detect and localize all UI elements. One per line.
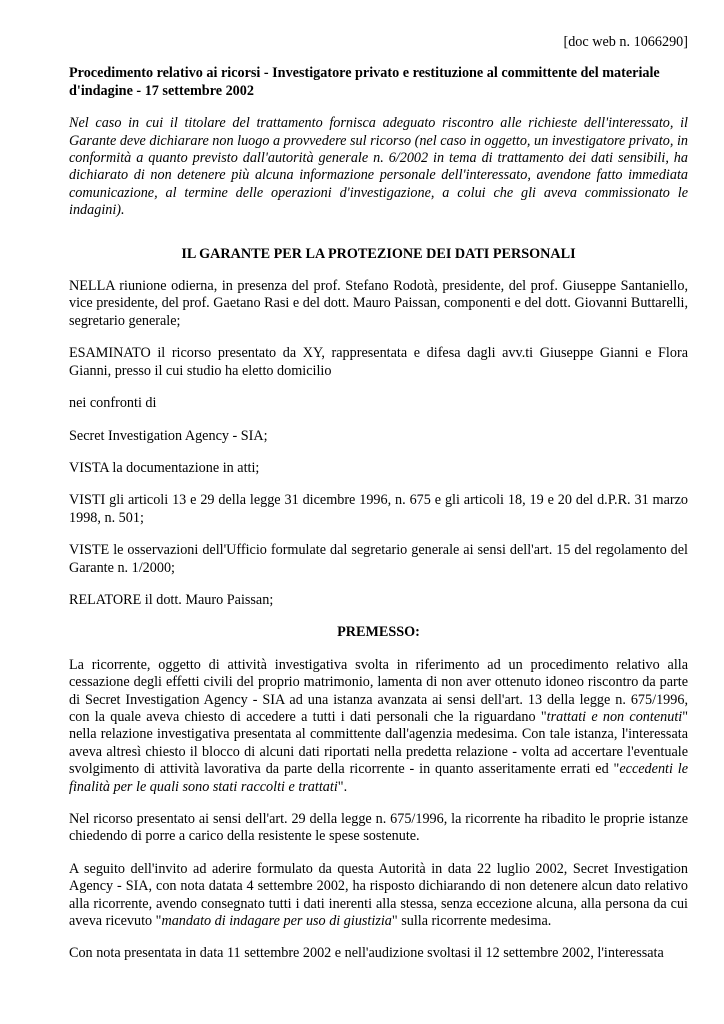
paragraph-seguito [69,861,688,931]
paragraph-relatore: RELATORE il dott. Mauro Paissan; [69,591,274,608]
ricorrente-quote-1: trattati e non contenuti [546,708,683,725]
seguito-text-2: " sulla ricorrente medesima. [391,913,552,930]
ricorrente-text-2: " nella relazione investigativa presentata al committente dall'agenzia medesima. Con tale istanza, l'interessata aveva altresì chiesto il blocco di alcuni dati riportati nella predetta relazione - volta ad accertare l'eventuale svolgimento di attività lavorativa da parte della ricorrente - in quanto asseritamente errati ed " [69,708,688,778]
heading-premesso: PREMESSO: [337,624,420,641]
paragraph-ricorrente [69,657,688,796]
paragraph-visti: VISTI gli articoli 13 e 29 della legge 31 dicembre 1996, n. 675 e gli articoli 18, 19 e 20 del d.P.R. 31 marzo 1998, n. 501; [69,492,688,526]
ricorrente-text-1: La ricorrente, oggetto di attività investigativa svolta in riferimento ad un procedimento relativo alla cessazione degli effetti civili del proprio matrimonio, lamenta di non aver ottenuto idoneo riscontro da parte di Secret Investigation Agency - SIA ad una istanza avanzata ai sensi dell'art. 13 della legge n. 675/1996, con la quale aveva chiesto di accedere a tutti i dati personali che la riguardano " [69,656,688,725]
paragraph-confronti: nei confronti di [69,395,157,412]
heading-garante: IL GARANTE PER LA PROTEZIONE DEI DATI PERSONALI [181,245,576,262]
document-title: Procedimento relativo ai ricorsi - Investigatore privato e restituzione al committente del materiale d'indagine - 17 settembre 2002 [69,65,660,99]
ricorrente-text-3: ". [337,778,348,795]
paragraph-viste: VISTE le osservazioni dell'Ufficio formulate dal segretario generale ai sensi dell'art. 15 del regolamento del Garante n. 1/2000; [69,542,688,576]
seguito-text-1: A seguito dell'invito ad aderire formulato da questa Autorità in data 22 luglio 2002, Secret Investigation Agency - SIA, con nota datata 4 settembre 2002, ha risposto dichiarando di non detenere alcun dato relativo alla ricorrente, avendo consegnato tutti i dati inerenti alla stessa, senza eccezione alcuna, alla persona da cui aveva ricevuto " [69,860,688,930]
paragraph-agency: Secret Investigation Agency - SIA; [69,427,268,444]
paragraph-vista: VISTA la documentazione in atti; [69,459,260,476]
paragraph-nella: NELLA riunione odierna, in presenza del prof. Stefano Rodotà, presidente, del prof. Giuseppe Santaniello, vice presidente, del prof. Gaetano Rasi e del dott. Mauro Paissan, componenti e del dott. Giovanni Buttarelli, segretario generale; [69,278,688,329]
summary-paragraph: Nel caso in cui il titolare del trattamento fornisca adeguato riscontro alle richieste dell'interessato, il Garante deve dichiarare non luogo a provvedere sul ricorso (nel caso in oggetto, un investigatore privato, in conformità a quanto previsto dall'autorità generale n. 6/2002 in tema di trattamento dei dati sensibili, ha dichiarato di non detenere più alcuna informazione personale dell'interessato, avendone fatto immediata comunicazione, al termine delle operazioni d'investigazione, a colui che gli aveva commissionato le indagini). [69,115,688,219]
paragraph-esaminato: ESAMINATO il ricorso presentato da XY, rappresentata e difesa dagli avv.ti Giuseppe Gianni e Flora Gianni, presso il cui studio ha eletto domicilio [69,345,688,379]
ricorrente-quote-2: eccedenti le finalità per le quali sono stati raccolti e trattati [69,761,689,795]
doc-reference: [doc web n. 1066290] [563,34,688,50]
seguito-quote-1: mandato di indagare per uso di giustizia [161,913,392,930]
paragraph-ricorso: Nel ricorso presentato ai sensi dell'art. 29 della legge n. 675/1996, la ricorrente ha ribadito le proprie istanze chiedendo di porre a carico della resistente le spese sostenute. [69,811,688,845]
paragraph-nota: Con nota presentata in data 11 settembre 2002 e nell'audizione svoltasi il 12 settembre 2002, l'interessata [69,945,664,962]
